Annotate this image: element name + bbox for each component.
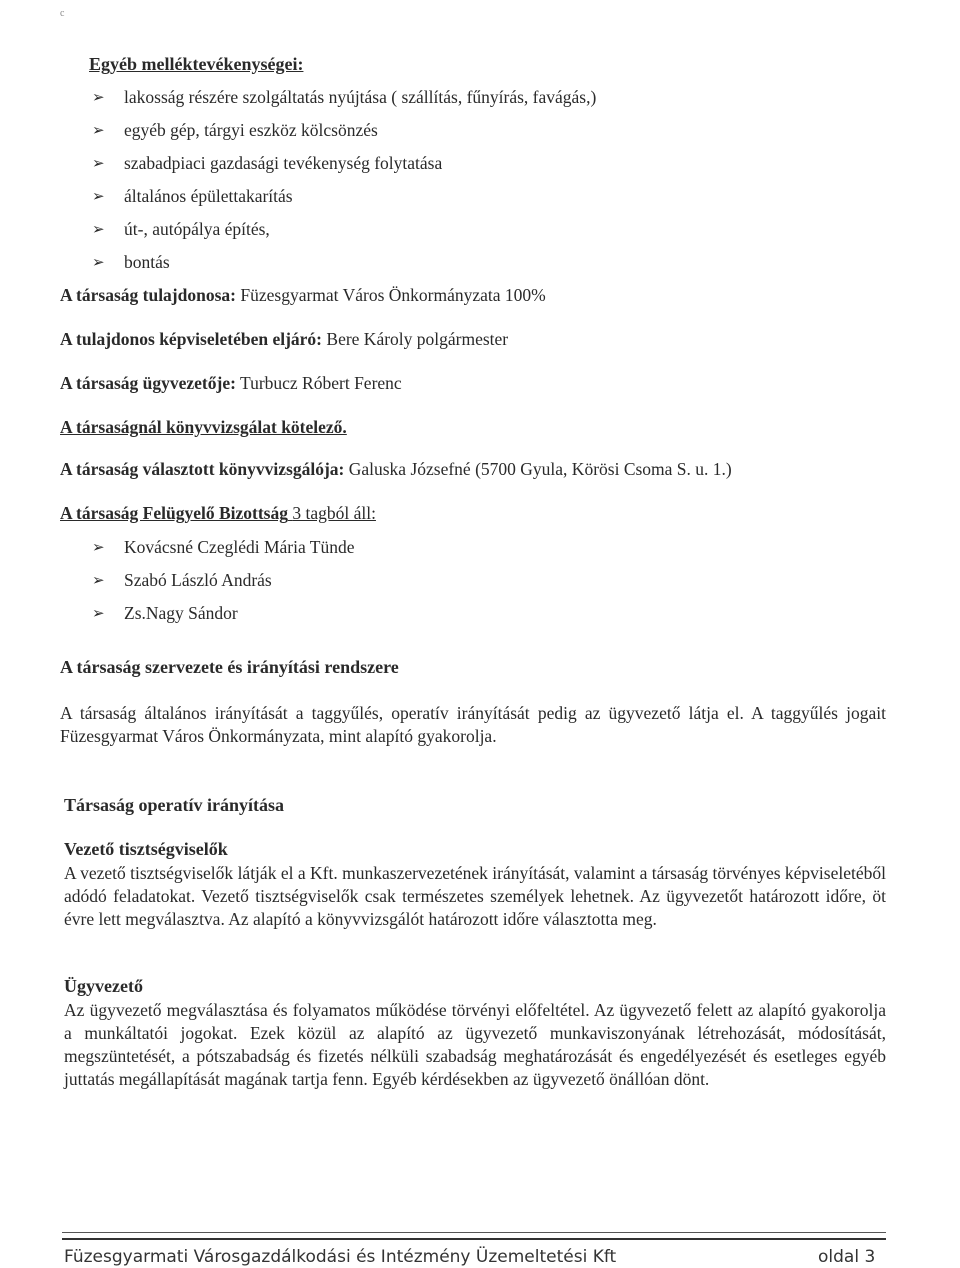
secondary-activities-heading: Egyéb melléktevékenységei: [89,54,304,74]
arrow-bullet-icon: ➢ [92,88,105,106]
arrow-bullet-icon: ➢ [92,571,105,589]
manager-label: A társaság ügyvezetője: [60,373,236,393]
auditor-label: A társaság választott könyvvizsgálója: [60,459,345,479]
footer-company: Füzesgyarmati Városgazdálkodási és Intézmény Üzemeltetési Kft [64,1247,617,1267]
representative-value: Bere Károly polgármester [326,329,509,349]
officers-heading: Vezető tisztségviselők [64,839,228,859]
list-item: ➢ általános épülettakarítás [92,186,293,206]
board-line [60,503,376,524]
board-label: A társaság Felügyelő Bizottság [60,503,288,523]
representative-line [60,329,508,350]
operative-heading: Társaság operatív irányítása [64,795,284,815]
list-item: ➢ Zs.Nagy Sándor [92,603,238,623]
ceo-heading: Ügyvezető [64,976,143,996]
board-suffix: 3 tagból áll: [292,503,376,523]
list-item: ➢ lakosság részére szolgáltatás nyújtása ( szállítás, fűnyírás, favágás,) [92,87,597,107]
secondary-activities-list [92,87,596,285]
list-item: ➢ Kovácsné Czeglédi Mária Tünde [92,537,355,557]
arrow-bullet-icon: ➢ [92,604,105,622]
ceo-text: Az ügyvezető megválasztása és folyamatos működése törvényi előfeltétel. Az ügyvezető felett az alapító gyakorolja a munkáltatói jogokat. Ezek közül az alapító az ügyvezető munkaviszonyának létrehozását, módosítását, megszüntetését, a pótszabadság és fizetés nélküli szabadság meghatározását és engedélyezését és esetleges egyéb juttatás megállapítását magának tartja fenn. Egyéb kérdésekben az ügyvezető önállóan dönt. [64,1000,886,1089]
owner-value: Füzesgyarmat Város Önkormányzata 100% [240,285,546,305]
arrow-bullet-icon: ➢ [92,538,105,556]
owner-label: A társaság tulajdonosa: [60,285,236,305]
org-heading: A társaság szervezete és irányítási rendszere [60,657,399,677]
arrow-bullet-icon: ➢ [92,253,105,271]
board-members-list [92,537,355,636]
arrow-bullet-icon: ➢ [92,154,105,172]
audit-required: A társaságnál könyvvizsgálat kötelező. [60,417,347,437]
representative-label: A tulajdonos képviseletében eljáró: [60,329,323,349]
auditor-line [60,459,732,480]
list-item: ➢ egyéb gép, tárgyi eszköz kölcsönzés [92,120,378,140]
arrow-bullet-icon: ➢ [92,187,105,205]
list-item: ➢ szabadpiaci gazdasági tevékenység folytatása [92,153,443,173]
list-item: ➢ út-, autópálya építés, [92,219,270,239]
officers-text: A vezető tisztségviselők látják el a Kft. munkaszervezetének irányítását, valamint a társaság törvényes képviseletéből adódó feladatokat. Vezető tisztségviselők csak természetes személyek lehetnek. Az ügyvezetőt határozott időre, öt évre lett megválasztva. Az alapító a könyvvizsgálót határozott időre választotta meg. [64,863,886,929]
auditor-value: Galuska Józsefné (5700 Gyula, Körösi Csoma S. u. 1.) [348,459,732,479]
manager-line [60,373,402,394]
list-item: ➢ bontás [92,252,170,272]
footer-page-number: oldal 3 [818,1247,876,1267]
manager-value: Turbucz Róbert Ferenc [240,373,402,393]
arrow-bullet-icon: ➢ [92,121,105,139]
org-text: A társaság általános irányítását a taggyűlés, operatív irányítását pedig az ügyvezető látja el. A taggyűlés jogait Füzesgyarmat Város Önkormányzata, mint alapító gyakorolja. [60,703,886,746]
footer-divider [62,1232,886,1240]
owner-line [60,285,546,306]
corner-mark: c [60,8,65,19]
arrow-bullet-icon: ➢ [92,220,105,238]
list-item: ➢ Szabó László András [92,570,272,590]
